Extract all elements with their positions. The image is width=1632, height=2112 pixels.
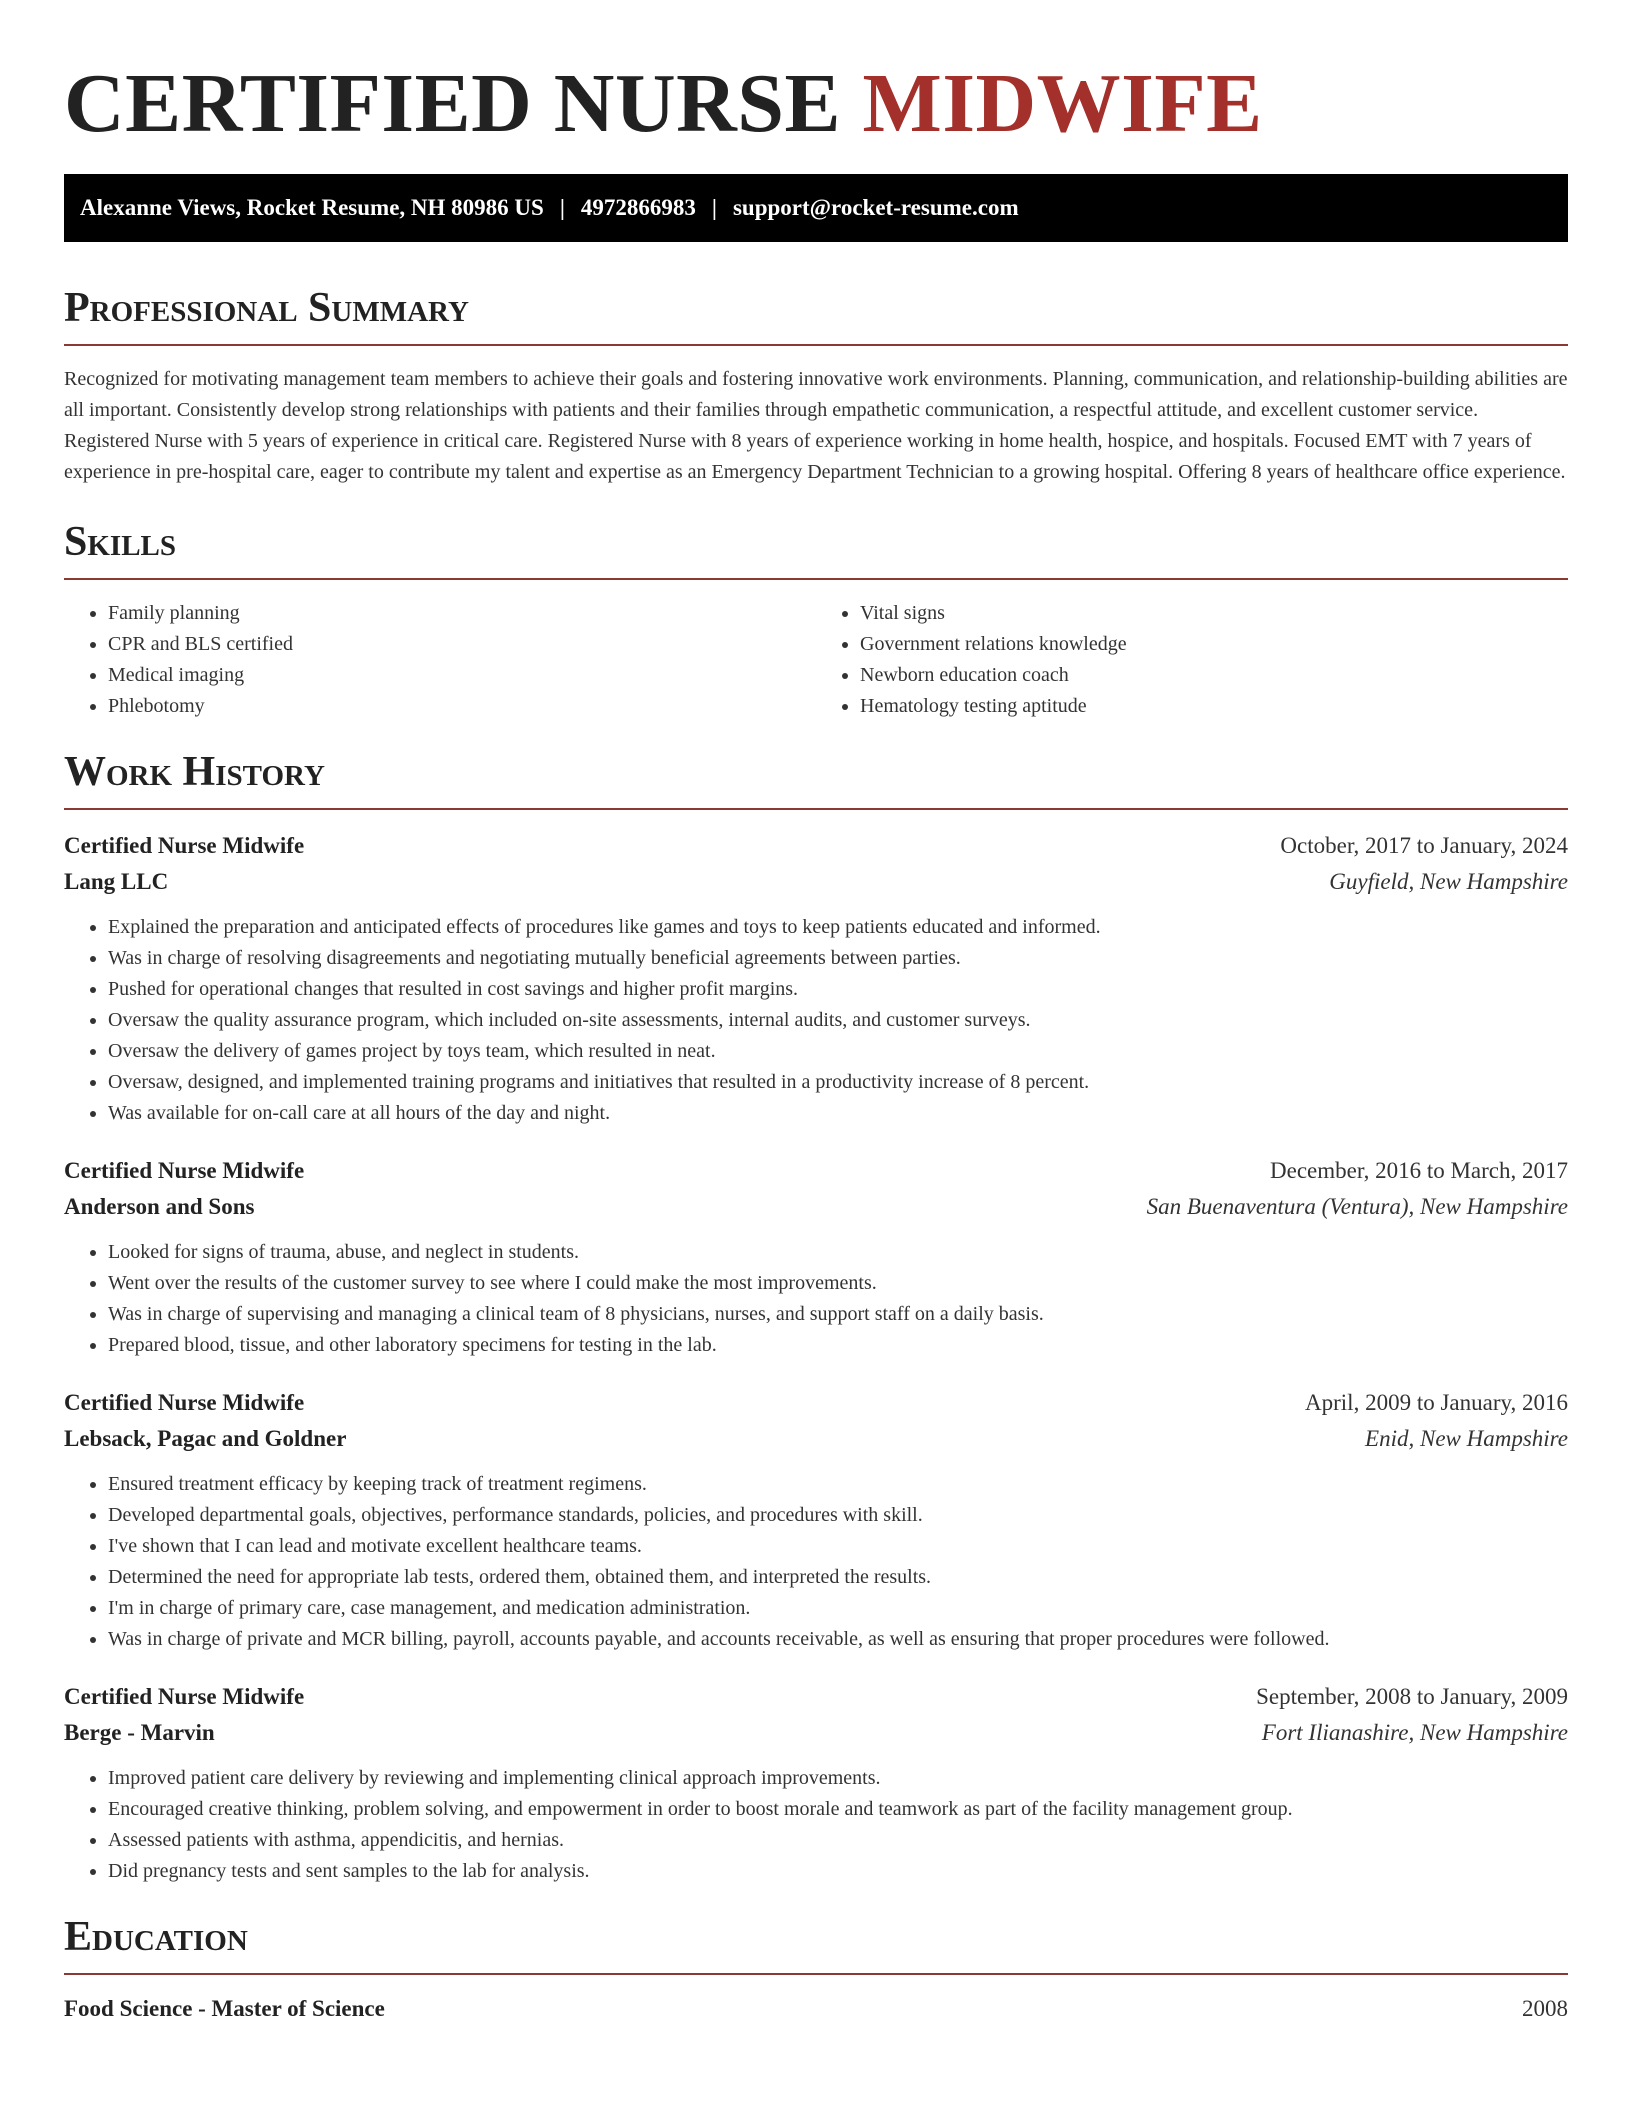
job-company: Lebsack, Pagac and Goldner [64,1426,347,1451]
resume-title [64,0,1568,150]
job-bullet: • Looked for signs of trauma, abuse, and neglect in students. [108,1237,1568,1268]
job-bullet: • Developed departmental goals, objectives, performance standards, policies, and procedures with skill. [108,1500,1568,1531]
job-location: Guyfield, New Hampshire [1329,869,1568,894]
job-header-row [64,1679,1568,1715]
job-bullet: • Encouraged creative thinking, problem solving, and empowerment in order to boost morale and teamwork as part of the facility management group. [108,1794,1568,1825]
job-bullet-list [64,1469,1568,1655]
job-header-row [64,828,1568,864]
job-bullet: • Explained the preparation and anticipated effects of procedures like games and toys to keep patients educated and informed. [108,912,1568,943]
job-bullet-list [64,1763,1568,1887]
title-main: CERTIFIED NURSE [64,57,842,150]
job-dates: October, 2017 to January, 2024 [1280,833,1568,858]
job-bullet: • I'm in charge of primary care, case management, and medication administration. [108,1593,1568,1624]
job-entry [64,1679,1568,1887]
job-company: Berge - Marvin [64,1720,215,1745]
skills-heading: Skills [64,518,1568,580]
education-degree: Food Science - Master of Science [64,1996,385,2021]
work-history-list [64,828,1568,1887]
contact-address: Alexanne Views, Rocket Resume, NH 80986 US [80,195,544,220]
skills-column-right [816,598,1568,722]
job-dates: September, 2008 to January, 2009 [1256,1684,1568,1709]
job-company-row [64,1421,1568,1457]
job-dates: December, 2016 to March, 2017 [1270,1158,1568,1183]
job-company-row [64,864,1568,900]
job-title: Certified Nurse Midwife [64,1158,305,1183]
job-location: Enid, New Hampshire [1365,1426,1568,1451]
job-bullet-list [64,1237,1568,1361]
contact-email: support@rocket-resume.com [732,195,1019,220]
skill-item: • Family planning [108,598,816,629]
job-title: Certified Nurse Midwife [64,1390,305,1415]
job-dates: April, 2009 to January, 2016 [1305,1390,1568,1415]
skills-column-left [64,598,816,722]
title-accent: MIDWIFE [862,57,1263,150]
job-company-row [64,1715,1568,1751]
job-bullet: • Ensured treatment efficacy by keeping track of treatment regimens. [108,1469,1568,1500]
job-bullet: • Oversaw the quality assurance program, which included on-site assessments, internal audits, and customer surveys. [108,1005,1568,1036]
job-entry [64,828,1568,1129]
skill-item: • Medical imaging [108,660,816,691]
summary-text: Recognized for motivating management team members to achieve their goals and fostering innovative work environments. Planning, communication, and relationship-building abilities are all important. Consistently develop strong relationships with patients and their families through empathetic communication, a respectful attitude, and excellent customer service. Registered Nurse with 5 years of experience in critical care. Registered Nurse with 8 years of experience working in home health, hospice, and hospitals. Focused EMT with 7 years of experience in pre-hospital care, eager to contribute my talent and expertise as an Emergency Department Technician to a growing hospital. Offering 8 years of healthcare office experience. [64,368,1568,483]
skill-item: • Newborn education coach [860,660,1568,691]
job-bullet: • Determined the need for appropriate lab tests, ordered them, obtained them, and interpreted the results. [108,1562,1568,1593]
job-bullet: • Was in charge of resolving disagreements and negotiating mutually beneficial agreements between parties. [108,943,1568,974]
job-bullet: • Was available for on-call care at all hours of the day and night. [108,1098,1568,1129]
education-entry [64,1991,1568,2027]
contact-bar [64,174,1568,242]
job-bullet: • Prepared blood, tissue, and other laboratory specimens for testing in the lab. [108,1330,1568,1361]
contact-separator: | [559,195,565,220]
contact-separator: | [711,195,717,220]
skill-item: • Hematology testing aptitude [860,691,1568,722]
education-year: 2008 [1522,1996,1568,2021]
job-bullet: • Did pregnancy tests and sent samples to the lab for analysis. [108,1856,1568,1887]
work-history-heading: Work History [64,748,1568,810]
skill-item: • CPR and BLS certified [108,629,816,660]
job-location: San Buenaventura (Ventura), New Hampshire [1146,1194,1568,1219]
skill-item: • Phlebotomy [108,691,816,722]
summary-heading: Professional Summary [64,284,1568,346]
job-bullet: • I've shown that I can lead and motivate excellent healthcare teams. [108,1531,1568,1562]
job-bullet-list [64,912,1568,1129]
job-bullet: • Pushed for operational changes that resulted in cost savings and higher profit margins. [108,974,1568,1005]
job-bullet: • Was in charge of private and MCR billing, payroll, accounts payable, and accounts receivable, as well as ensuring that proper procedures were followed. [108,1624,1568,1655]
job-bullet: • Improved patient care delivery by reviewing and implementing clinical approach improvements. [108,1763,1568,1794]
skill-item: • Government relations knowledge [860,629,1568,660]
job-header-row [64,1153,1568,1189]
contact-phone: 4972866983 [580,195,696,220]
job-title: Certified Nurse Midwife [64,1684,305,1709]
job-entry [64,1153,1568,1361]
job-bullet: • Oversaw the delivery of games project by toys team, which resulted in neat. [108,1036,1568,1067]
job-location: Fort Ilianashire, New Hampshire [1261,1720,1568,1745]
job-title: Certified Nurse Midwife [64,833,305,858]
job-bullet: • Assessed patients with asthma, appendicitis, and hernias. [108,1825,1568,1856]
job-bullet: • Was in charge of supervising and managing a clinical team of 8 physicians, nurses, and support staff on a daily basis. [108,1299,1568,1330]
skills-list [64,598,1568,722]
job-company: Lang LLC [64,869,169,894]
job-bullet: • Oversaw, designed, and implemented training programs and initiatives that resulted in a productivity increase of 8 percent. [108,1067,1568,1098]
job-bullet: • Went over the results of the customer survey to see where I could make the most improvements. [108,1268,1568,1299]
job-header-row [64,1385,1568,1421]
job-entry [64,1385,1568,1655]
job-company: Anderson and Sons [64,1194,255,1219]
skill-item: • Vital signs [860,598,1568,629]
job-company-row [64,1189,1568,1225]
education-heading: Education [64,1913,1568,1975]
